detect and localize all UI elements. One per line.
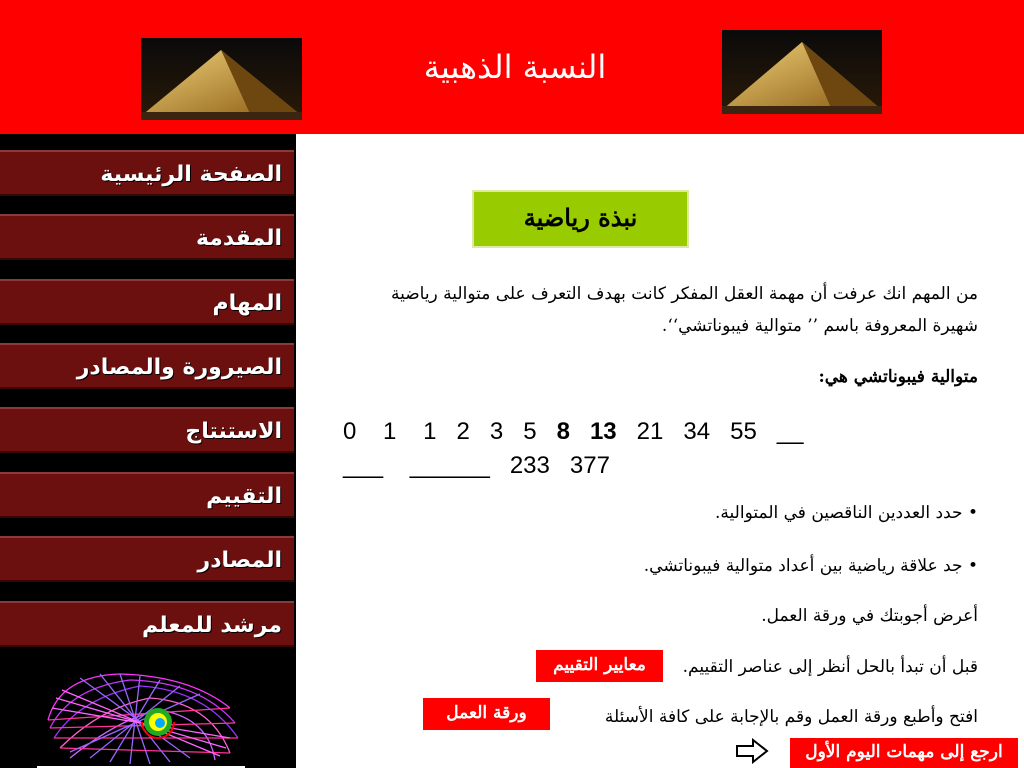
open-text: افتح وأطبع ورقة العمل وقم بالإجابة على كافة الأسئلة [604, 707, 978, 727]
sidebar-item-home[interactable]: الصفحة الرئيسية [0, 150, 294, 196]
page-title: النسبة الذهبية [423, 48, 607, 86]
bullet-2-text: جد علاقة رياضية بين أعداد متوالية فيبوناتشي. [643, 556, 963, 576]
golden-spiral-image [40, 668, 245, 766]
seq-blank: __ [776, 418, 804, 445]
header-banner [0, 0, 1024, 134]
right-arrow-icon[interactable] [735, 738, 769, 764]
seq-blank: ______ [409, 452, 490, 479]
criteria-button[interactable]: معايير التقييم [536, 650, 663, 682]
seq-value: 55 [730, 418, 757, 445]
sidebar-item-conclusion[interactable]: الاستنتاج [0, 407, 294, 453]
seq-value: 5 [523, 418, 537, 445]
sidebar-item-process[interactable]: الصيرورة والمصادر [0, 343, 294, 389]
sequence-line-2 [343, 452, 963, 480]
pyramid-image-right [722, 30, 882, 114]
sequence-heading: متوالية فيبوناتشي هي: [818, 367, 978, 387]
seq-value: 0 [343, 418, 357, 445]
section-title: نبذة رياضية [472, 190, 689, 248]
seq-value: 377 [569, 452, 610, 479]
bullet-2: • جد علاقة رياضية بين أعداد متوالية فيبوناتشي. [643, 556, 978, 576]
sidebar-item-tasks[interactable]: المهام [0, 279, 294, 325]
back-button[interactable]: ارجع إلى مهمات اليوم الأول [790, 738, 1018, 768]
seq-value: 1 [383, 418, 397, 445]
seq-value: 34 [683, 418, 711, 445]
seq-value: 233 [509, 452, 550, 479]
intro-line-2: شهيرة المعروفة باسم ’’ متوالية فيبوناتشي‘‘. [661, 316, 978, 336]
seq-value: 21 [636, 418, 664, 445]
seq-value: 3 [489, 418, 504, 445]
sidebar-item-sources[interactable]: المصادر [0, 536, 294, 582]
sidebar-item-teacher-guide[interactable]: مرشد للمعلم [0, 601, 294, 647]
intro-line-1: من المهم انك عرفت أن مهمة العقل المفكر كانت بهدف التعرف على متوالية رياضية [390, 284, 978, 304]
seq-value: 2 [456, 418, 470, 445]
sidebar-item-evaluation[interactable]: التقييم [0, 472, 294, 518]
before-text: قبل أن تبدأ بالحل أنظر إلى عناصر التقييم. [682, 657, 978, 677]
sequence-line-1 [343, 418, 963, 446]
worksheet-button[interactable]: ورقة العمل [423, 698, 550, 730]
sidebar-item-introduction[interactable]: المقدمة [0, 214, 294, 260]
seq-value-bold: 8 [556, 418, 570, 445]
seq-blank: ___ [343, 452, 384, 479]
bullet-1: • حدد العددين الناقصين في المتوالية. [715, 503, 978, 523]
present-text: أعرض أجوبتك في ورقة العمل. [761, 606, 978, 626]
bullet-1-text: حدد العددين الناقصين في المتوالية. [715, 503, 963, 523]
seq-value: 1 [423, 418, 437, 445]
seq-value-bold: 13 [589, 418, 617, 445]
pyramid-image-left [141, 38, 302, 120]
